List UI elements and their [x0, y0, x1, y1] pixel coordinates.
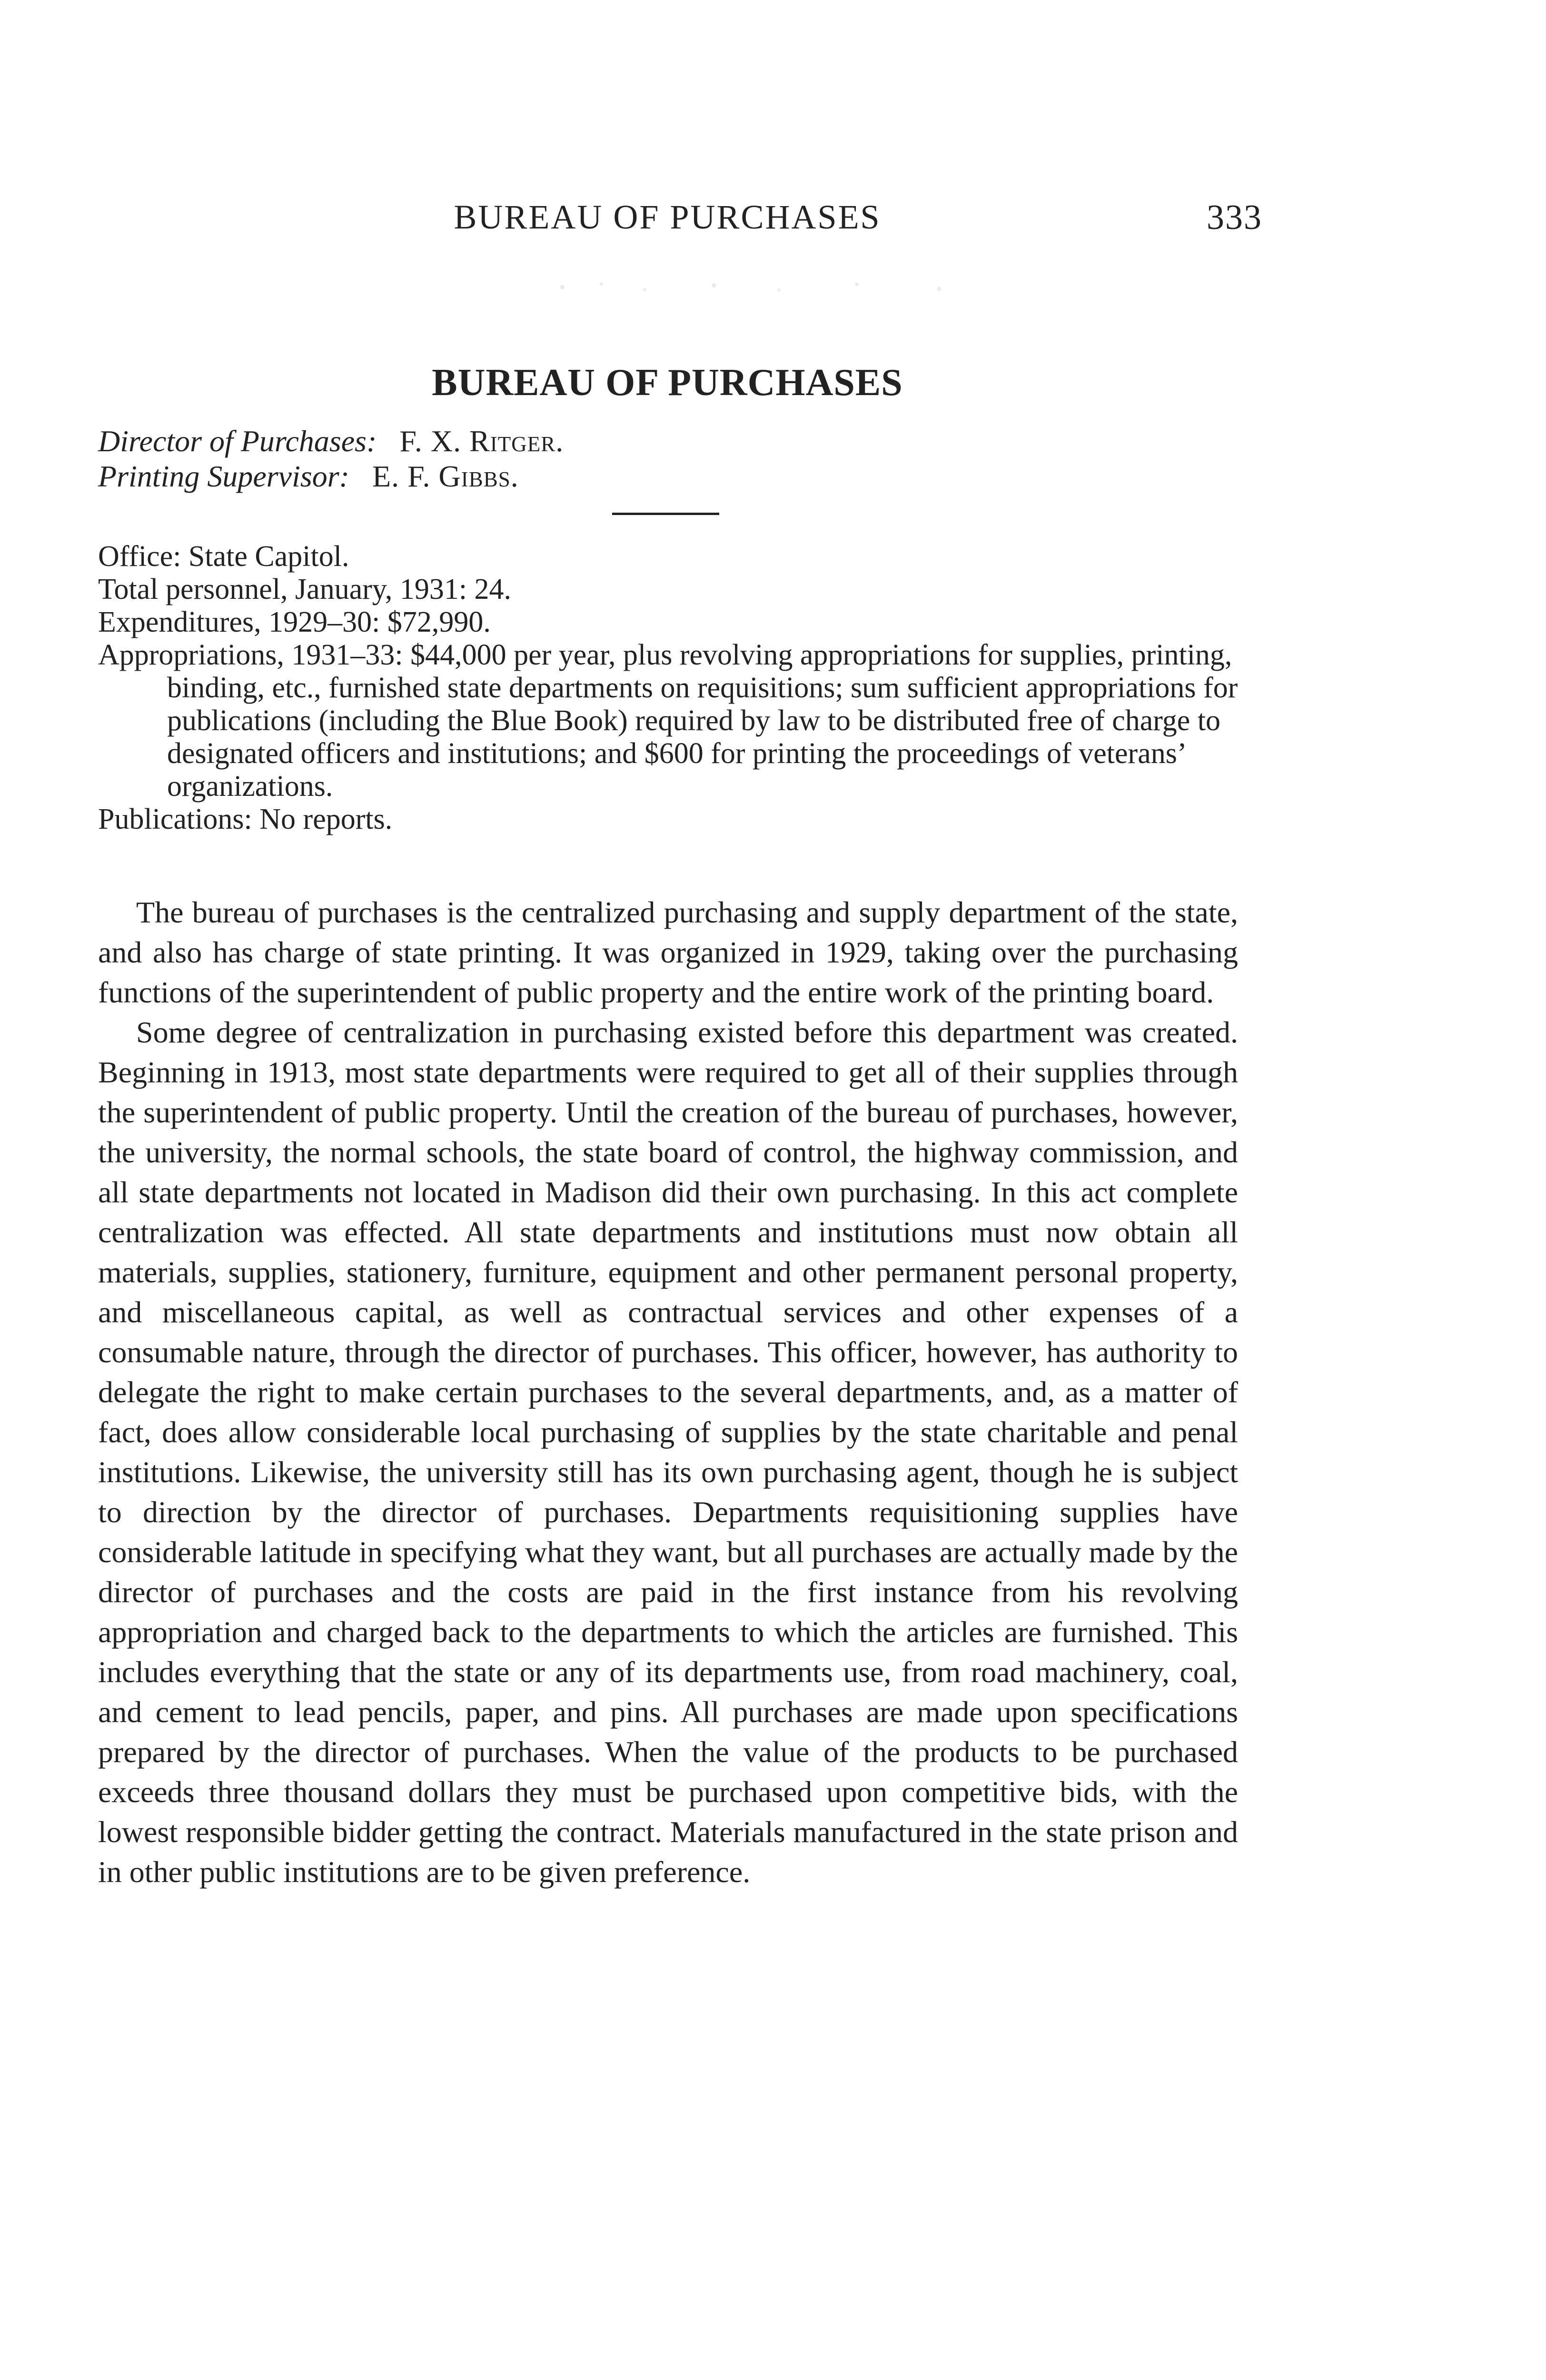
- staff-role-supervisor: Printing Supervisor:: [98, 459, 349, 493]
- fact-appropriations: Appropriations, 1931–33: $44,000 per year, plus revolving appropriations for supplies, printing, binding, etc., furnished state departments on requisitions; sum sufficient appropriations for publications (including the Blue Book) required by law to be distributed free of charge to designated officers and institutions; and $600 for printing the proceedings of veterans’ organizations.: [98, 639, 1238, 803]
- section-rule: [612, 513, 719, 515]
- facts-list: [98, 540, 1238, 836]
- page-number: 333: [1207, 198, 1262, 237]
- paragraph-1: The bureau of purchases is the centralized purchasing and supply department of the state, and also has charge of state printing. It was organized in 1929, taking over the purchasing functions of the superintendent of public property and the entire work of the printing board.: [98, 895, 1238, 1009]
- fact-publications: Publications: No reports.: [98, 803, 393, 835]
- scan-noise: [545, 278, 978, 298]
- fact-personnel: Total personnel, January, 1931: 24.: [98, 573, 512, 605]
- fact-expenditures: Expenditures, 1929–30: $72,990.: [98, 606, 491, 638]
- staff-list: [98, 424, 1031, 494]
- running-head-title: BUREAU OF PURCHASES: [454, 198, 881, 236]
- running-head: [98, 198, 1262, 252]
- staff-role-director: Director of Purchases:: [98, 424, 377, 458]
- staff-row-supervisor: [98, 459, 1031, 494]
- staff-name-supervisor: E. F. Gibbs.: [372, 459, 519, 493]
- fact-office: Office: State Capitol.: [98, 540, 349, 573]
- staff-name-director: F. X. Ritger.: [399, 424, 564, 458]
- body-text: [98, 892, 1238, 1892]
- staff-row-director: [98, 424, 1031, 459]
- paragraph-2: Some degree of centralization in purchasing existed before this department was created. Beginning in 1913, most state departments were required to get all of their supplies through the superintendent of public property. Until the creation of the bureau of purchases, however, the university, the normal schools, the state board of control, the highway commission, and all state departments not located in Madison did their own purchasing. In this act complete centralization was effected. All state departments and institutions must now obtain all materials, supplies, stationery, furniture, equipment and other permanent personal property, and miscellaneous capital, as well as contractual services and other expenses of a consumable nature, through the director of purchases. This officer, however, has authority to delegate the right to make certain purchases to the several departments, and, as a matter of fact, does allow considerable local purchasing of supplies by the state charitable and penal institutions. Likewise, the university still has its own purchasing agent, though he is subject to direction by the director of purchases. Departments requisitioning supplies have considerable latitude in specifying what they want, but all purchases are actually made by the director of purchases and the costs are paid in the first instance from his revolving appropriation and charged back to the departments to which the articles are furnished. This includes everything that the state or any of its departments use, from road machinery, coal, and cement to lead pencils, paper, and pins. All purchases are made upon specifications prepared by the director of purchases. When the value of the products to be purchased exceeds three thousand dollars they must be purchased upon competitive bids, with the lowest responsible bidder getting the contract. Materials manufactured in the state prison and in other public institutions are to be given preference.: [98, 1015, 1238, 1889]
- page-title: BUREAU OF PURCHASES: [432, 361, 903, 404]
